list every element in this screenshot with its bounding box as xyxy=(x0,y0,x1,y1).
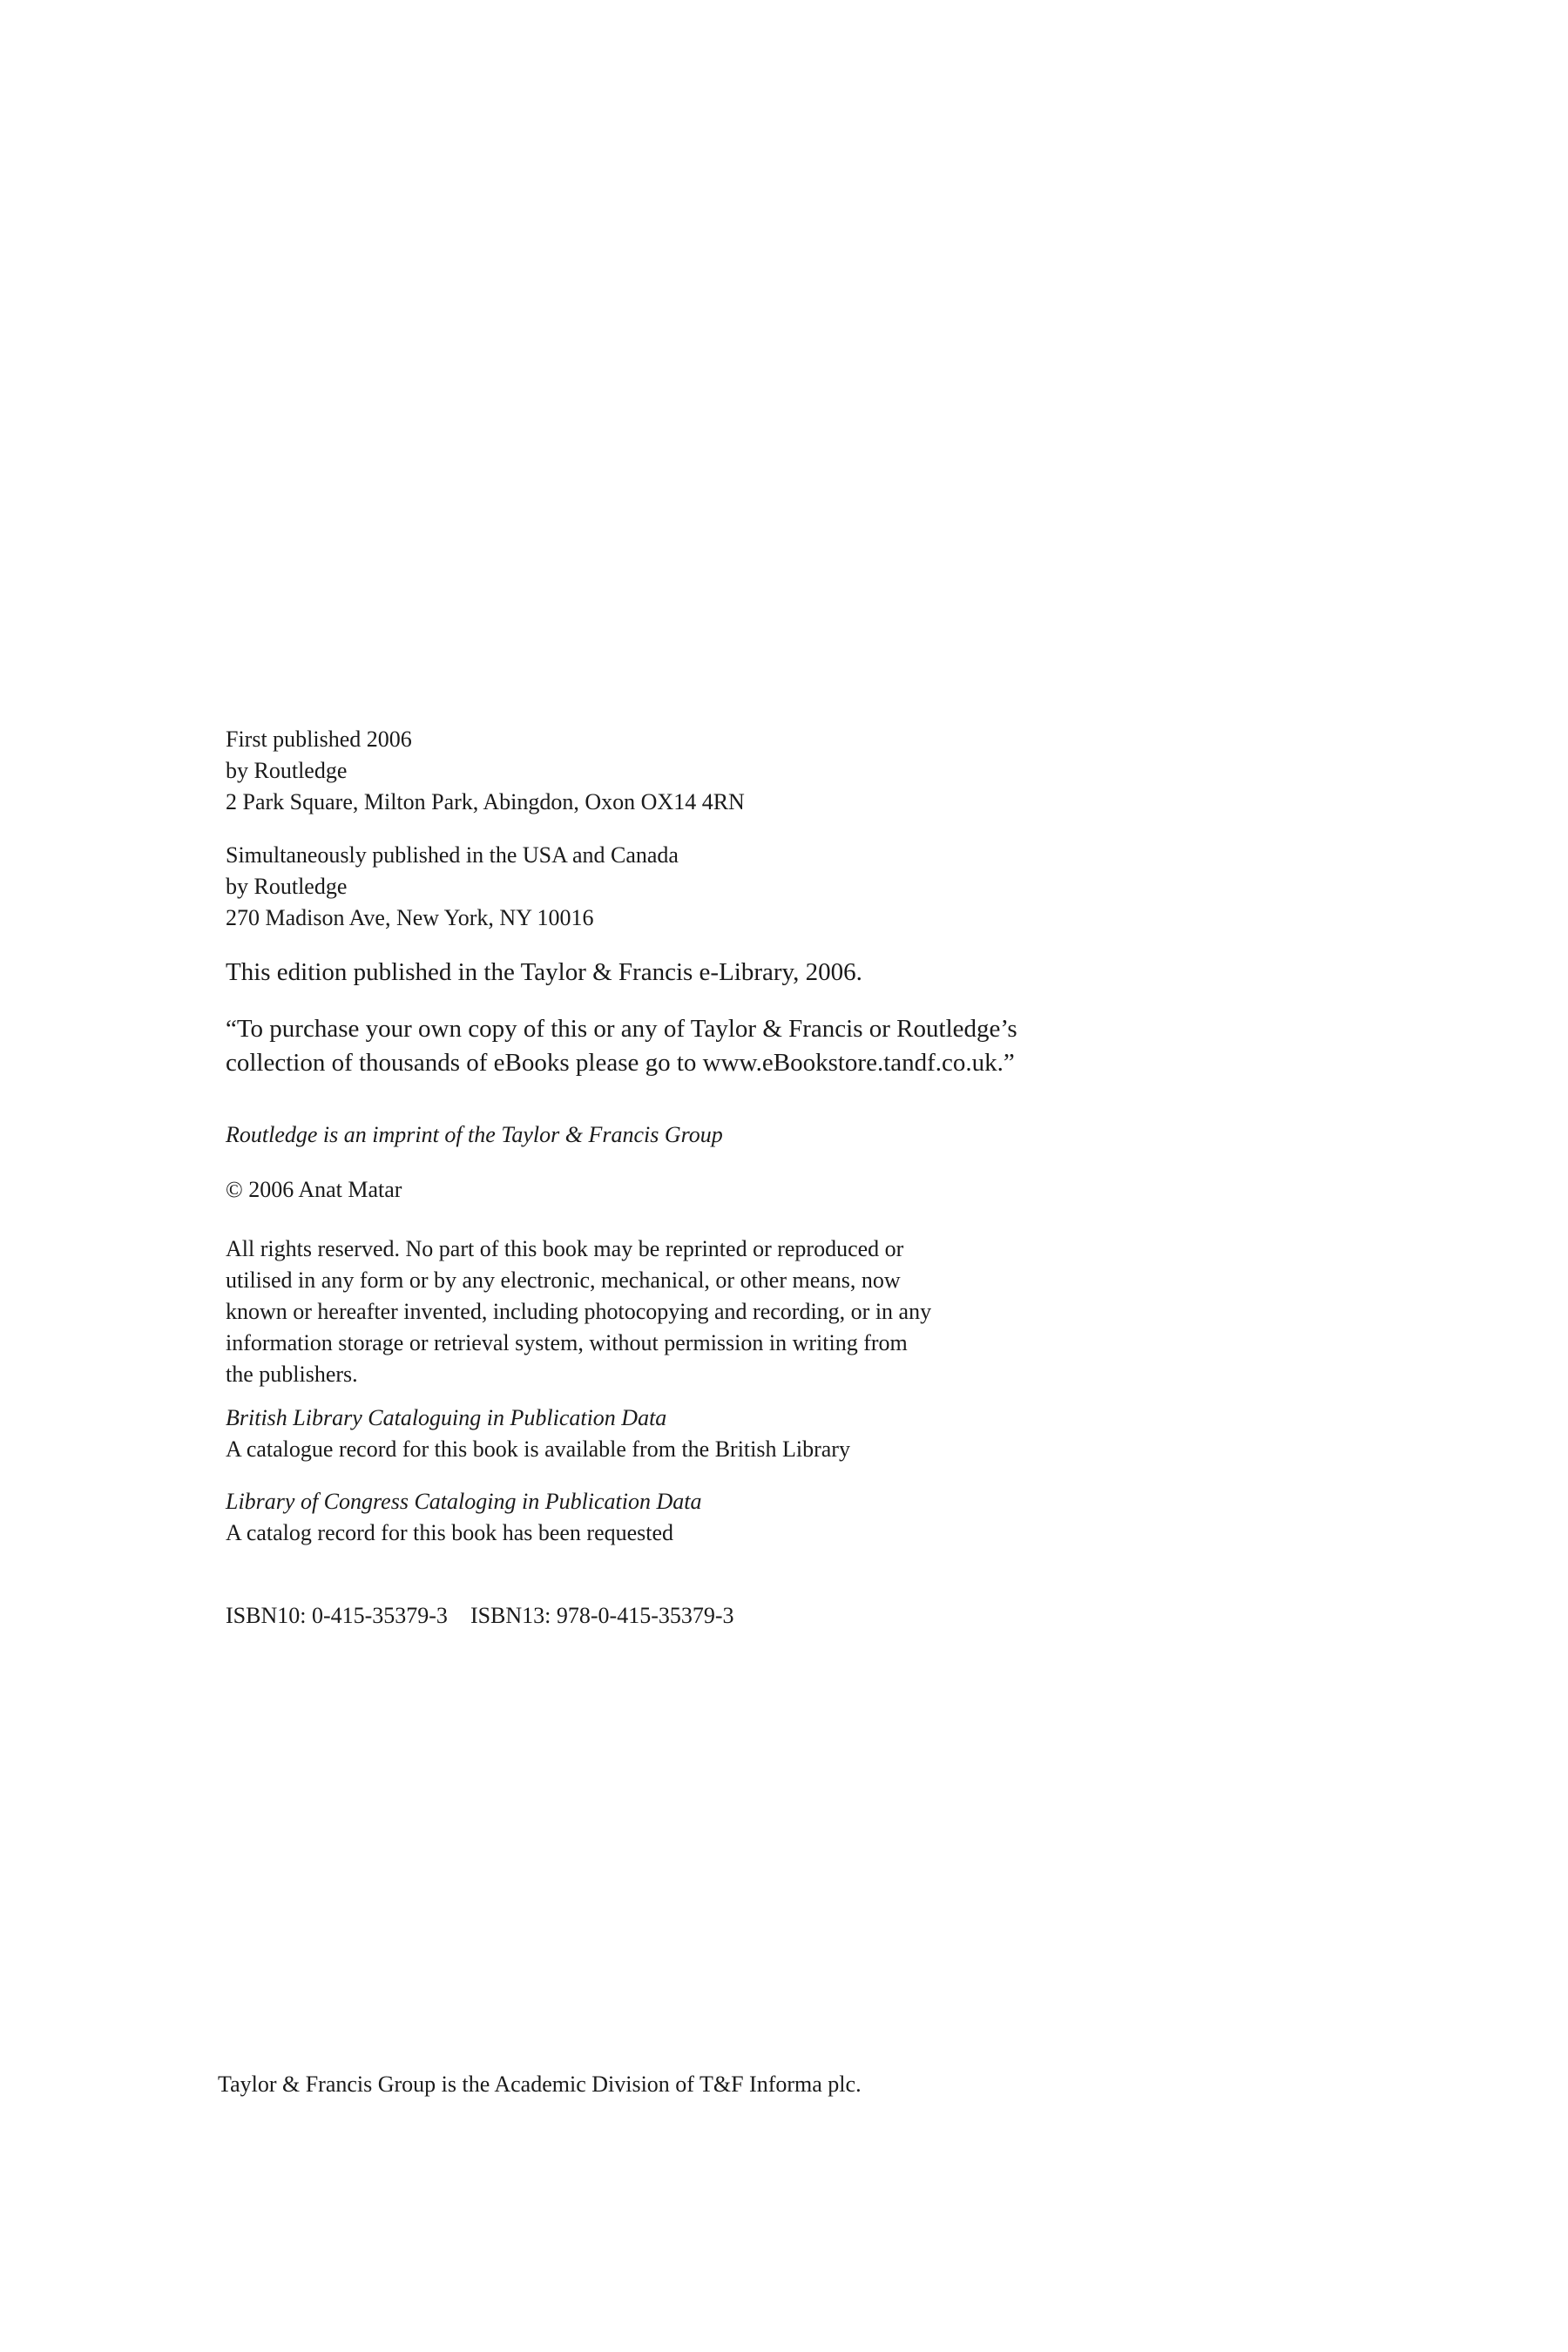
copyright-block xyxy=(226,1174,1358,1206)
first-publication-block xyxy=(226,724,1358,818)
rights-line-4: information storage or retrieval system, without permission in writing from xyxy=(226,1330,908,1355)
edition-note: This edition published in the Taylor & Francis e-Library, 2006. xyxy=(226,958,862,986)
us-publication-block xyxy=(226,840,1358,934)
rights-block xyxy=(226,1233,1358,1390)
british-library-heading: British Library Cataloguing in Publication Data xyxy=(226,1405,667,1430)
publisher-name: by Routledge xyxy=(226,758,348,783)
publisher-address-us: 270 Madison Ave, New York, NY 10016 xyxy=(226,905,594,930)
rights-line-5: the publishers. xyxy=(226,1362,358,1387)
imprint-note: Routledge is an imprint of the Taylor & Francis Group xyxy=(226,1122,723,1147)
first-published-line: First published 2006 xyxy=(226,727,412,752)
edition-note-block xyxy=(226,956,1358,990)
rights-line-1: All rights reserved. No part of this book may be reprinted or reproduced or xyxy=(226,1236,904,1261)
copyright-notice: © 2006 Anat Matar xyxy=(226,1177,402,1202)
purchase-note-line-1: “To purchase your own copy of this or any of Taylor & Francis or Routledge’s xyxy=(226,1015,1017,1043)
purchase-note-line-2: collection of thousands of eBooks please go to www.eBookstore.tandf.co.uk.” xyxy=(226,1049,1015,1077)
imprint-note-block xyxy=(226,1119,1358,1151)
library-of-congress-text: A catalog record for this book has been requested xyxy=(226,1520,674,1545)
simultaneous-publication-line: Simultaneously published in the USA and Canada xyxy=(226,842,679,868)
library-of-congress-block xyxy=(226,1486,1358,1549)
british-library-text: A catalogue record for this book is available from the British Library xyxy=(226,1436,850,1462)
library-of-congress-heading: Library of Congress Cataloging in Publication Data xyxy=(226,1489,702,1514)
rights-line-3: known or hereafter invented, including photocopying and recording, or in any xyxy=(226,1299,932,1324)
footer-note-block xyxy=(218,2069,1350,2100)
publisher-address-uk: 2 Park Square, Milton Park, Abingdon, Oxon OX14 4RN xyxy=(226,789,745,814)
rights-line-2: utilised in any form or by any electronic, mechanical, or other means, now xyxy=(226,1267,901,1293)
isbn13: ISBN13: 978-0-415-35379-3 xyxy=(470,1603,734,1628)
purchase-note-block xyxy=(226,1012,1358,1080)
publisher-name-us: by Routledge xyxy=(226,874,348,899)
isbn10: ISBN10: 0-415-35379-3 xyxy=(226,1603,448,1628)
british-library-block xyxy=(226,1402,1358,1465)
footer-note: Taylor & Francis Group is the Academic Division of T&F Informa plc. xyxy=(218,2072,862,2097)
isbn-line xyxy=(226,1600,1358,1632)
isbn-block xyxy=(226,1600,1358,1632)
